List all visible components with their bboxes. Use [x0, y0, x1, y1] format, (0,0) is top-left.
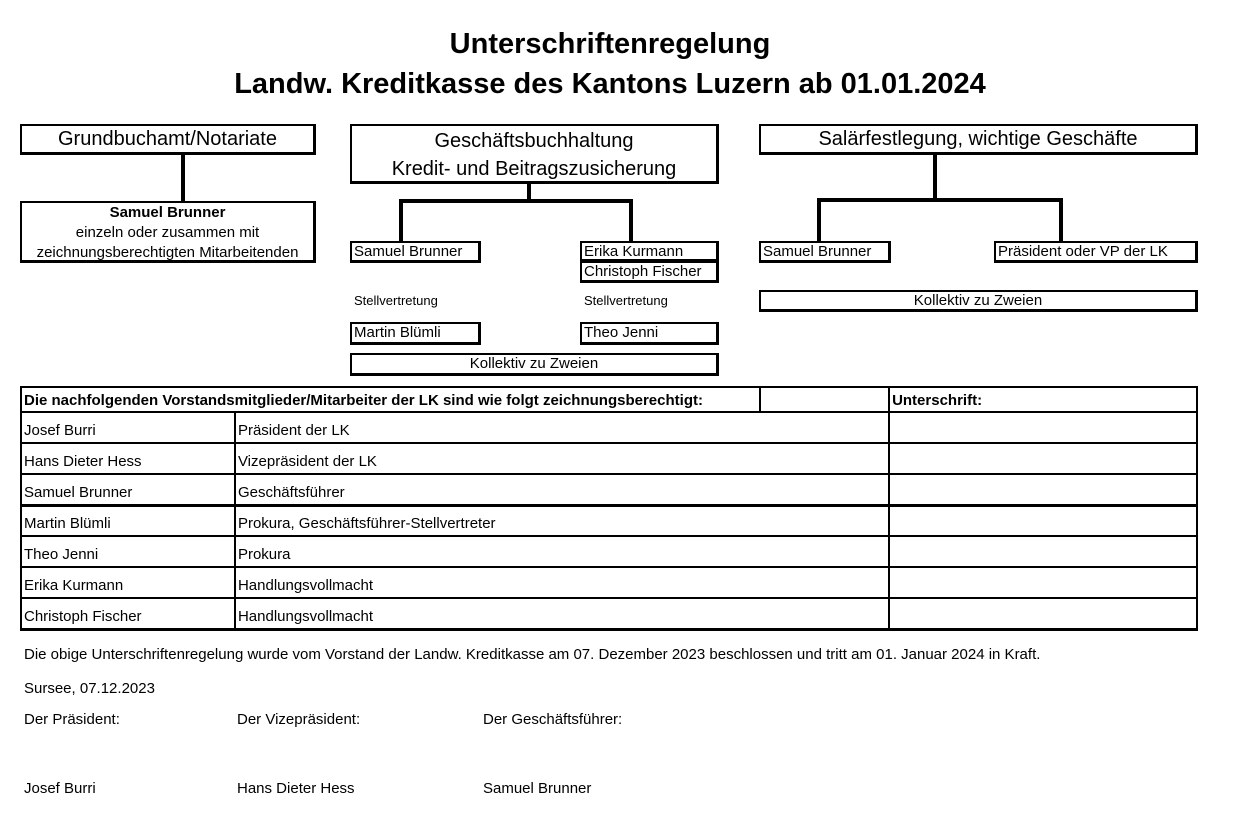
table-cell-signature[interactable] [889, 598, 1197, 629]
table-header-row [21, 387, 1197, 412]
geschaeft-right-person-1: Erika Kurmann [580, 241, 719, 262]
grundbuch-header: Grundbuchamt/Notariate [20, 124, 316, 155]
table-cell-signature[interactable] [889, 474, 1197, 505]
grundbuch-rule-line1: einzeln oder zusammen mit [75, 224, 260, 241]
salaer-right-person: Präsident oder VP der LK [994, 241, 1198, 263]
table-row [21, 567, 1197, 598]
table-cell-name: Samuel Brunner [21, 474, 235, 505]
connector-line [399, 199, 403, 242]
table-header-signature: Unterschrift: [889, 387, 1197, 412]
geschaeft-collective: Kollektiv zu Zweien [350, 353, 719, 376]
table-cell-name: Josef Burri [21, 412, 235, 443]
table-cell-signature[interactable] [889, 536, 1197, 567]
geschaeft-left-deputy-label: Stellvertretung [354, 293, 438, 308]
geschaeft-right-deputy-label: Stellvertretung [584, 293, 668, 308]
geschaeft-header [350, 124, 719, 184]
table-cell-role: Handlungsvollmacht [235, 567, 889, 598]
table-cell-signature[interactable] [889, 567, 1197, 598]
table-header-blank-cell [760, 387, 889, 412]
table-row [21, 598, 1197, 629]
document-subtitle: Landw. Kreditkasse des Kantons Luzern ab 01.01.2024 [234, 68, 986, 100]
table-cell-signature[interactable] [889, 443, 1197, 474]
table-cell-name: Theo Jenni [21, 536, 235, 567]
table-row [21, 443, 1197, 474]
table-cell-role: Handlungsvollmacht [235, 598, 889, 629]
table-cell-role: Prokura, Geschäftsführer-Stellvertreter [235, 505, 889, 536]
signature-authority-table [20, 386, 1198, 631]
table-cell-signature[interactable] [889, 505, 1197, 536]
table-row [21, 412, 1197, 443]
grundbuch-rule-line2: zeichnungsberechtigten Mitarbeitenden [36, 244, 299, 261]
connector-line [629, 199, 633, 242]
table-cell-role: Präsident der LK [235, 412, 889, 443]
resolution-statement: Die obige Unterschriftenregelung wurde vom Vorstand der Landw. Kreditkasse am 07. Dezember 2023 beschlossen und tritt am 01. Januar 2024 in Kraft. [24, 646, 1041, 663]
table-cell-name: Erika Kurmann [21, 567, 235, 598]
connector-line [181, 154, 185, 202]
geschaeft-left-deputy: Martin Blümli [350, 322, 481, 345]
table-cell-signature[interactable] [889, 412, 1197, 443]
place-date: Sursee, 07.12.2023 [24, 680, 155, 697]
signer-label-manager: Der Geschäftsführer: [483, 711, 623, 728]
connector-line [817, 198, 821, 242]
table-row [21, 474, 1197, 505]
grundbuch-signer-box [20, 201, 316, 263]
signer-name-vicepresident: Hans Dieter Hess [237, 780, 355, 797]
connector-line [933, 154, 937, 202]
table-cell-name: Hans Dieter Hess [21, 443, 235, 474]
table-cell-role: Prokura [235, 536, 889, 567]
signer-label-president: Der Präsident: [24, 711, 120, 728]
table-cell-role: Vizepräsident der LK [235, 443, 889, 474]
signer-name-president: Josef Burri [24, 780, 96, 797]
geschaeft-header-line1: Geschäftsbuchhaltung [434, 130, 634, 152]
connector-line [1059, 198, 1063, 242]
signer-label-vicepresident: Der Vizepräsident: [237, 711, 361, 728]
signer-name-manager: Samuel Brunner [483, 780, 592, 797]
table-cell-role: Geschäftsführer [235, 474, 889, 505]
geschaeft-left-person: Samuel Brunner [350, 241, 481, 263]
salaer-left-person: Samuel Brunner [759, 241, 891, 263]
connector-line [817, 198, 1063, 202]
geschaeft-right-person-2: Christoph Fischer [580, 261, 719, 283]
geschaeft-right-deputy: Theo Jenni [580, 322, 719, 345]
connector-line [399, 199, 633, 203]
table-row [21, 505, 1197, 536]
geschaeft-header-line2: Kredit- und Beitragszusicherung [391, 158, 677, 180]
table-header-text: Die nachfolgenden Vorstandsmitglieder/Mitarbeiter der LK sind wie folgt zeichnungsberechtigt: [21, 387, 760, 412]
table-cell-name: Christoph Fischer [21, 598, 235, 629]
table-row [21, 536, 1197, 567]
grundbuch-person: Samuel Brunner [109, 204, 226, 221]
document-title: Unterschriftenregelung [449, 28, 771, 60]
table-cell-name: Martin Blümli [21, 505, 235, 536]
salaer-header: Salärfestlegung, wichtige Geschäfte [759, 124, 1198, 155]
salaer-collective: Kollektiv zu Zweien [759, 290, 1198, 312]
